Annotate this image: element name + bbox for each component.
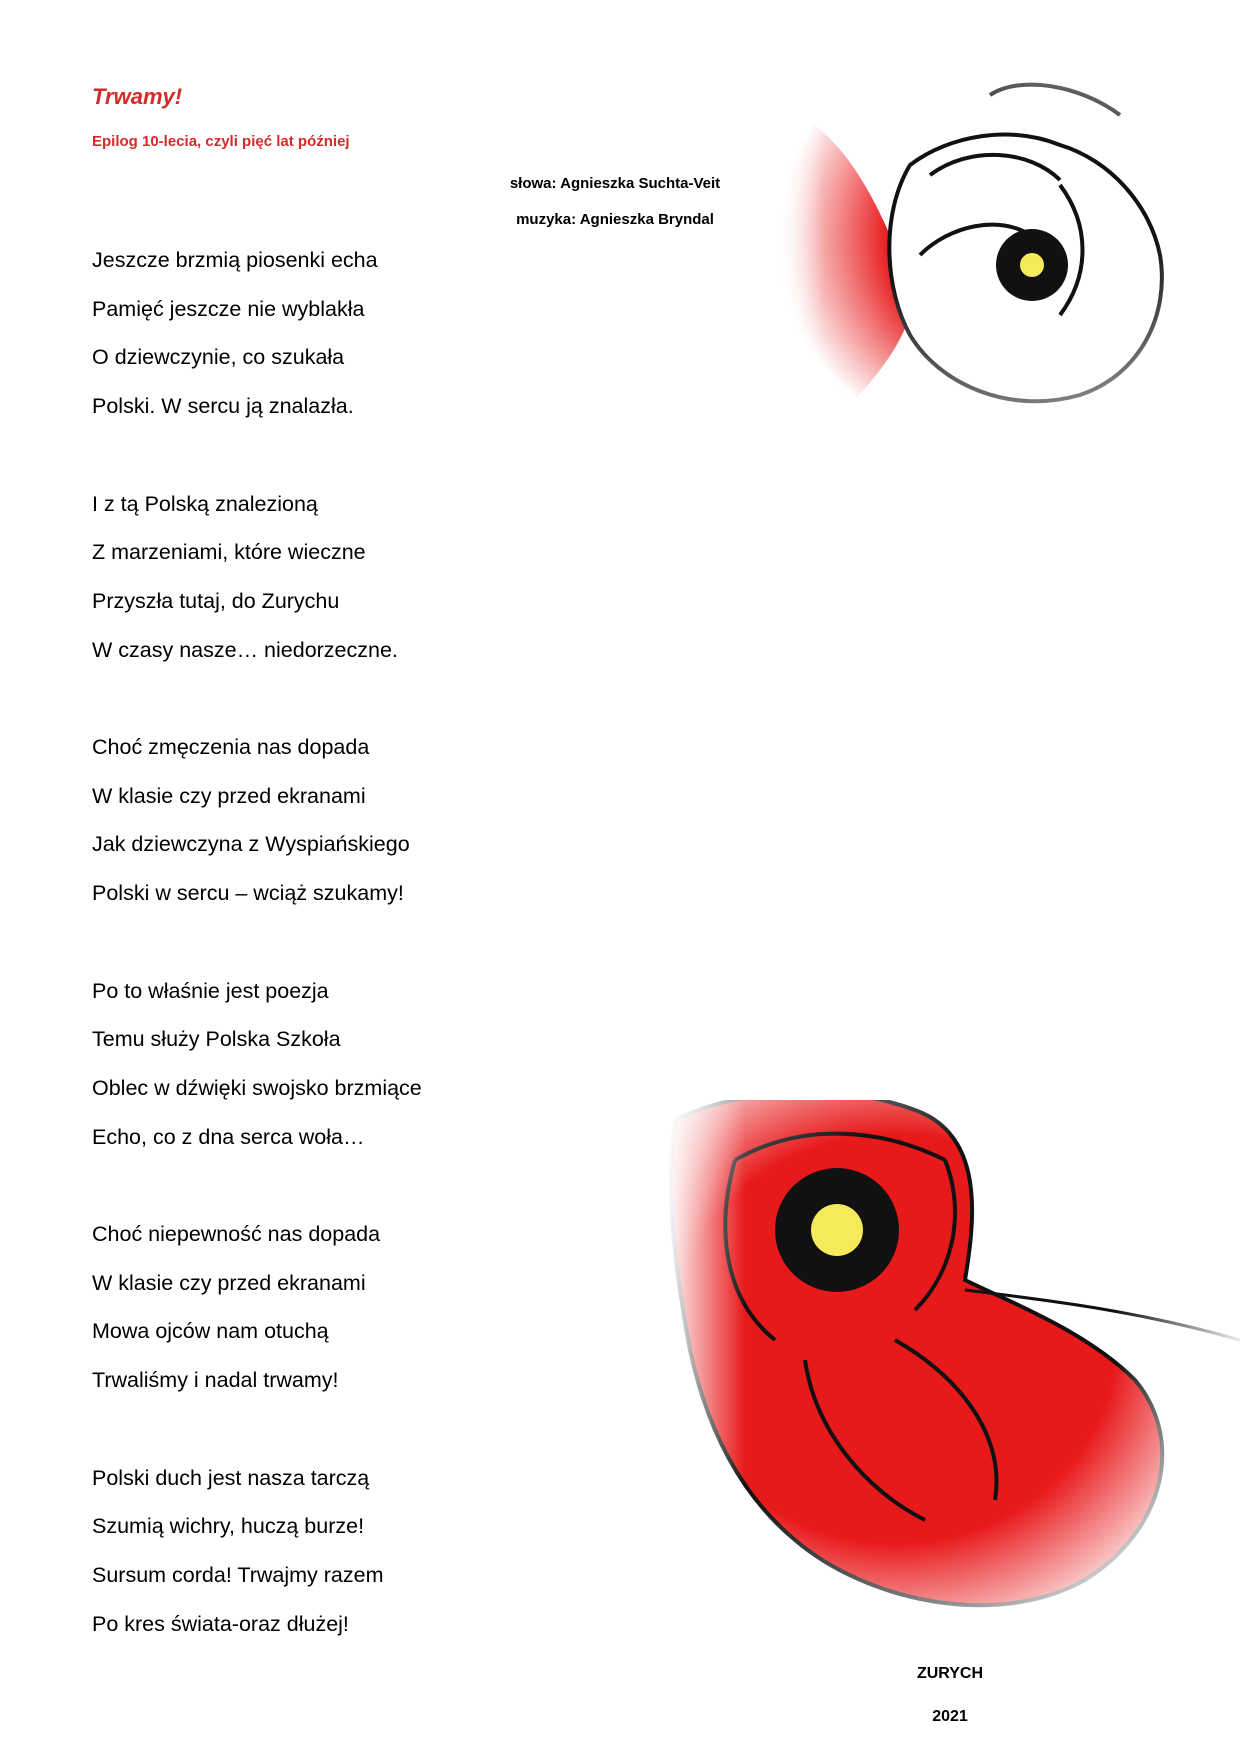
poem-line: Polski duch jest nasza tarczą xyxy=(92,1465,370,1490)
poem-line: I z tą Polską znalezioną xyxy=(92,491,318,516)
poem-line: Sursum corda! Trwajmy razem xyxy=(92,1562,384,1587)
poem-line: W klasie czy przed ekranami xyxy=(92,783,366,808)
poem-line: Jak dziewczyna z Wyspiańskiego xyxy=(92,832,410,857)
bottom-poppy-illustration xyxy=(665,1100,1240,1630)
poem-line: Echo, co z dna serca woła… xyxy=(92,1124,365,1149)
footer xyxy=(880,1652,1020,1738)
stanza xyxy=(92,480,422,675)
poem-line: Choć zmęczenia nas dopada xyxy=(92,735,370,759)
lyrics-credit: słowa: Agnieszka Suchta-Veit xyxy=(509,175,721,192)
poem-line: Szumią wichry, huczą burze! xyxy=(92,1514,365,1539)
poem-line: W czasy nasze… niedorzeczne. xyxy=(92,637,398,662)
music-credit: muzyka: Agnieszka Bryndal xyxy=(516,211,714,228)
credits xyxy=(470,166,760,238)
poem-line: Po kres świata-oraz dłużej! xyxy=(92,1611,349,1636)
footer-year: 2021 xyxy=(932,1708,968,1725)
poem-line: Choć niepewność nas dopada xyxy=(92,1222,381,1246)
poem-line: Trwaliśmy i nadal trwamy! xyxy=(92,1368,339,1393)
poem-title: Trwamy! xyxy=(92,84,183,109)
poem-line: Przyszła tutaj, do Zurychu xyxy=(92,588,340,613)
stanza xyxy=(92,967,422,1162)
top-poppy-illustration xyxy=(760,55,1180,435)
poem-line: O dziewczynie, co szukała xyxy=(92,345,345,370)
poem-body xyxy=(92,236,422,1648)
poem-line: Temu służy Polska Szkoła xyxy=(92,1027,341,1052)
poem-line: Mowa ojców nam otuchą xyxy=(92,1319,329,1344)
poem-line: Jeszcze brzmią piosenki echa xyxy=(92,248,378,272)
poem-line: Oblec w dźwięki swojsko brzmiące xyxy=(92,1075,422,1100)
poem-line: W klasie czy przed ekranami xyxy=(92,1270,366,1295)
poem-line: Polski. W sercu ją znalazła. xyxy=(92,394,354,419)
footer-place: ZURYCH xyxy=(916,1665,984,1682)
poem-line: Polski w sercu – wciąż szukamy! xyxy=(92,881,404,906)
stanza xyxy=(92,1210,422,1405)
stanza xyxy=(92,236,422,431)
stanza xyxy=(92,1454,422,1649)
poem-line: Po to właśnie jest poezja xyxy=(92,978,329,1003)
stanza xyxy=(92,723,422,918)
poem-subtitle: Epilog 10-lecia, czyli pięć lat później xyxy=(92,133,350,150)
poem-line: Pamięć jeszcze nie wyblakła xyxy=(92,296,365,321)
poem-line: Z marzeniami, które wieczne xyxy=(92,540,366,565)
